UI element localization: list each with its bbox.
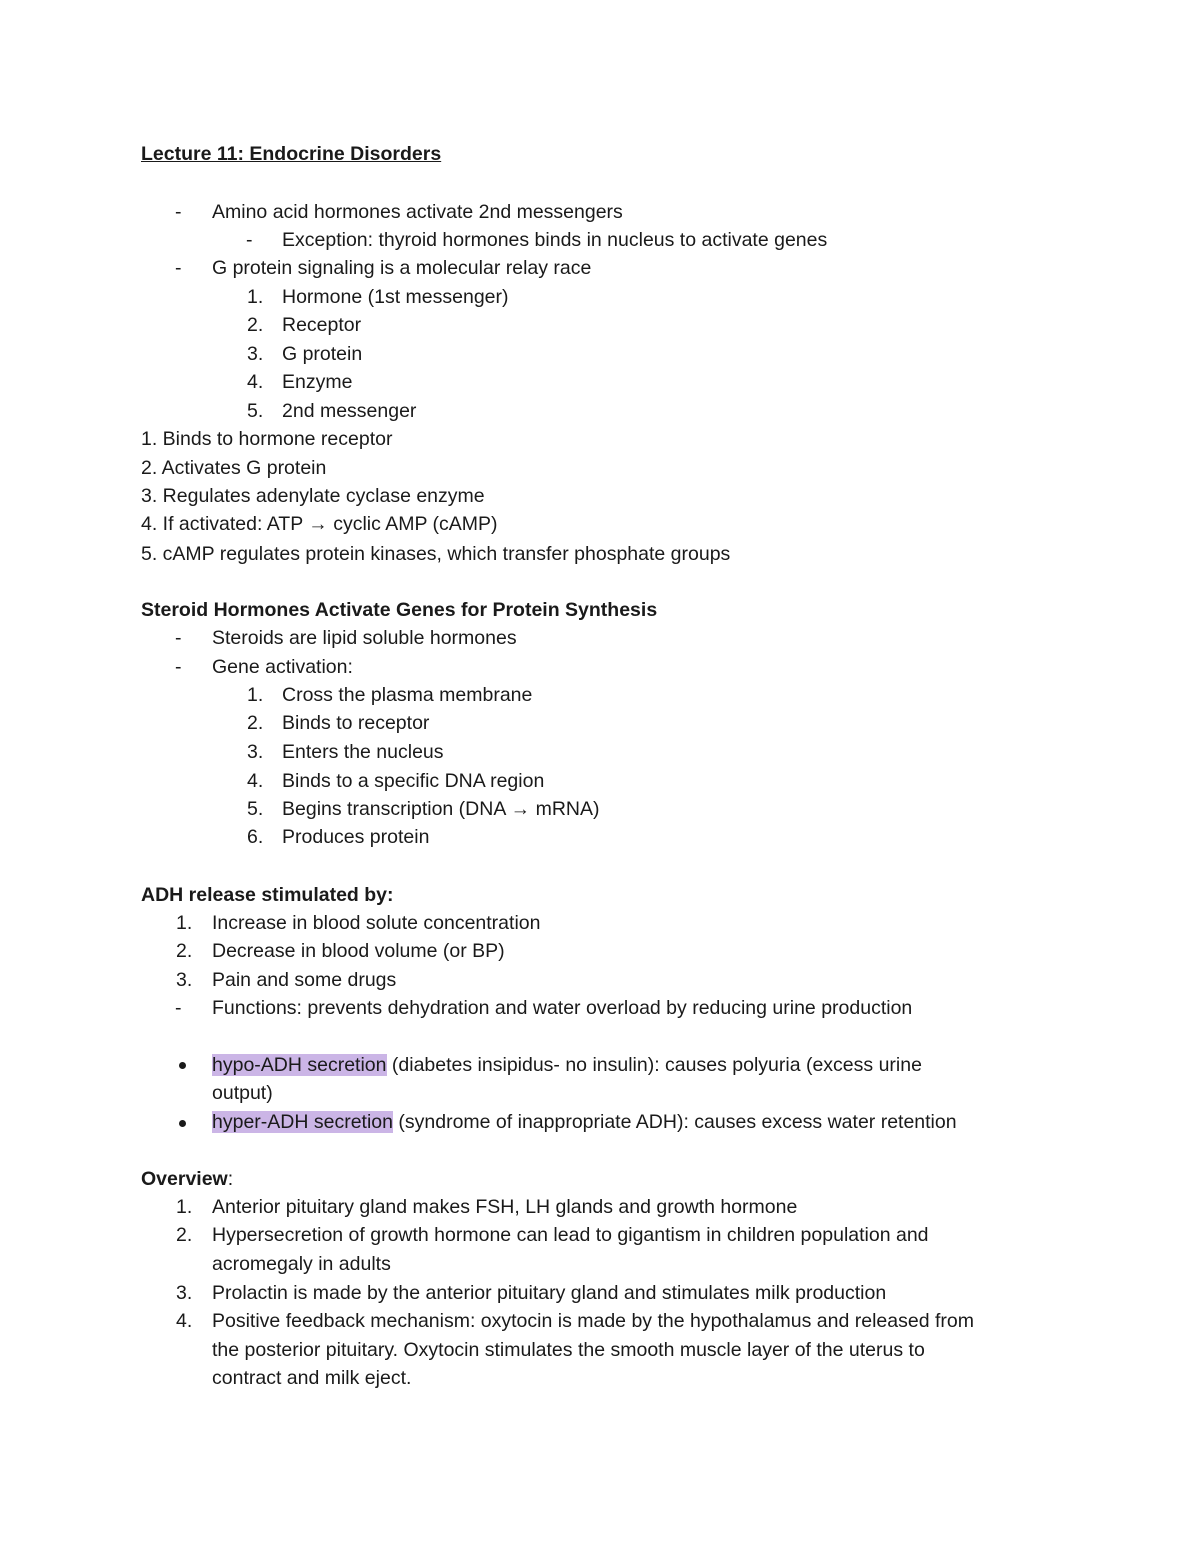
bullet-text: Steroids are lipid soluble hormones	[212, 627, 517, 649]
hypo-adh-line	[212, 1053, 922, 1077]
number-marker: 3.	[176, 969, 193, 991]
list-item: Begins transcription (DNA → mRNA)	[282, 798, 600, 820]
highlighted-term: hypo-ADH secretion	[212, 1054, 387, 1076]
dash-marker: -	[175, 656, 182, 678]
overview-heading	[141, 1167, 233, 1191]
number-marker: 4.	[176, 1310, 193, 1332]
list-item: acromegaly in adults	[212, 1253, 391, 1275]
number-marker: 3.	[247, 741, 264, 763]
bullet-text: Gene activation:	[212, 656, 353, 678]
number-marker: 4.	[247, 770, 264, 792]
number-marker: 6.	[247, 826, 264, 848]
list-item: Anterior pituitary gland makes FSH, LH glands and growth hormone	[212, 1196, 798, 1218]
dash-marker: -	[175, 201, 182, 223]
bullet-text: Amino acid hormones activate 2nd messengers	[212, 201, 623, 223]
list-item: 1. Binds to hormone receptor	[141, 428, 393, 450]
number-marker: 1.	[247, 286, 264, 308]
bullet-dot-icon	[179, 1120, 186, 1127]
number-marker: 2.	[247, 712, 264, 734]
bullet-text: G protein signaling is a molecular relay race	[212, 257, 592, 279]
section-heading: Steroid Hormones Activate Genes for Protein Synthesis	[141, 599, 658, 621]
bullet-text: output)	[212, 1082, 273, 1104]
heading-colon: :	[227, 1168, 234, 1190]
bullet-text: Functions: prevents dehydration and water overload by reducing urine production	[212, 997, 913, 1019]
number-marker: 3.	[247, 343, 264, 365]
list-item: Prolactin is made by the anterior pituitary gland and stimulates milk production	[212, 1282, 887, 1304]
list-item: 4. If activated: ATP → cyclic AMP (cAMP)	[141, 513, 498, 535]
list-item: Binds to a specific DNA region	[282, 770, 545, 792]
list-item: Positive feedback mechanism: oxytocin is made by the hypothalamus and released from	[212, 1310, 974, 1332]
dash-marker: -	[175, 997, 182, 1019]
hyper-adh-line	[212, 1110, 957, 1134]
list-item: 2. Activates G protein	[141, 457, 327, 479]
list-item: Produces protein	[282, 826, 430, 848]
dash-marker: -	[175, 257, 182, 279]
list-item: Hormone (1st messenger)	[282, 286, 509, 308]
list-item: Binds to receptor	[282, 712, 430, 734]
list-item: G protein	[282, 343, 363, 365]
list-item: 3. Regulates adenylate cyclase enzyme	[141, 485, 485, 507]
section-heading: Overview	[141, 1168, 228, 1190]
number-marker: 1.	[176, 1196, 193, 1218]
page-title: Lecture 11: Endocrine Disorders	[141, 143, 442, 165]
section-heading: ADH release stimulated by:	[141, 884, 394, 906]
number-marker: 2.	[247, 314, 264, 336]
list-item: Cross the plasma membrane	[282, 684, 533, 706]
list-item: the posterior pituitary. Oxytocin stimulates the smooth muscle layer of the uterus to	[212, 1339, 925, 1361]
list-item: Enters the nucleus	[282, 741, 444, 763]
number-marker: 1.	[176, 912, 193, 934]
bullet-text: (diabetes insipidus- no insulin): causes polyuria (excess urine	[386, 1054, 922, 1076]
list-item: Pain and some drugs	[212, 969, 397, 991]
list-item: Decrease in blood volume (or BP)	[212, 940, 505, 962]
list-item: Enzyme	[282, 371, 353, 393]
dash-marker: -	[175, 627, 182, 649]
number-marker: 2.	[176, 940, 193, 962]
list-item: Hypersecretion of growth hormone can lead to gigantism in children population and	[212, 1224, 929, 1246]
list-item: Receptor	[282, 314, 362, 336]
list-item: Increase in blood solute concentration	[212, 912, 541, 934]
list-item: 2nd messenger	[282, 400, 417, 422]
list-item: contract and milk eject.	[212, 1367, 412, 1389]
number-marker: 5.	[247, 798, 264, 820]
list-item: 5. cAMP regulates protein kinases, which transfer phosphate groups	[141, 543, 731, 565]
bullet-text: (syndrome of inappropriate ADH): causes excess water retention	[392, 1111, 957, 1133]
dash-marker: -	[246, 229, 253, 251]
number-marker: 3.	[176, 1282, 193, 1304]
sub-bullet-text: Exception: thyroid hormones binds in nucleus to activate genes	[282, 229, 828, 251]
number-marker: 4.	[247, 371, 264, 393]
highlighted-term: hyper-ADH secretion	[212, 1111, 393, 1133]
number-marker: 2.	[176, 1224, 193, 1246]
number-marker: 5.	[247, 400, 264, 422]
bullet-dot-icon	[179, 1062, 186, 1069]
number-marker: 1.	[247, 684, 264, 706]
